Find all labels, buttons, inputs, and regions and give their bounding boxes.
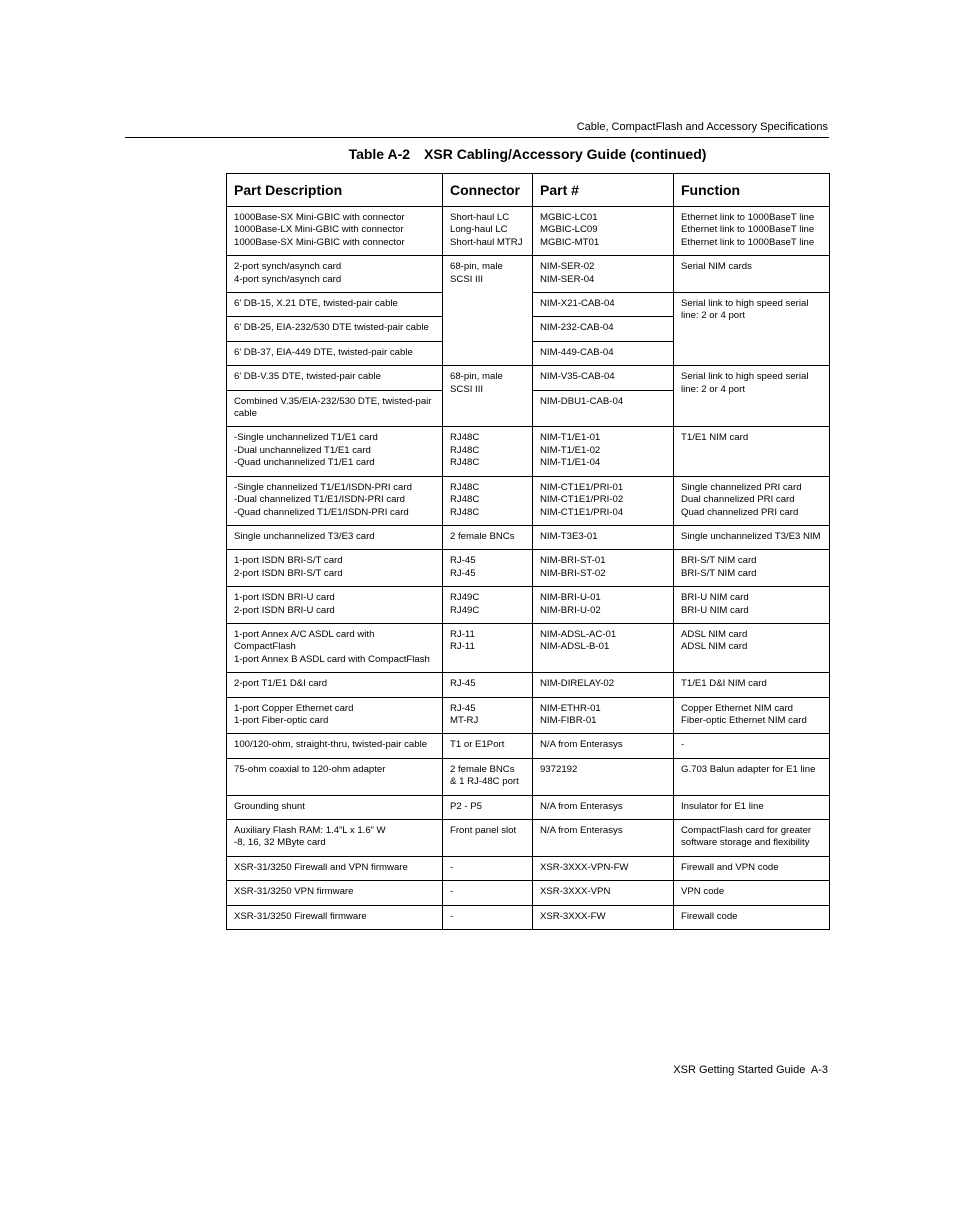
part-number-cell: NIM-T3E3-01: [533, 525, 674, 549]
function-cell: Firewall code: [674, 905, 830, 929]
table-row: [227, 734, 830, 758]
part-description-cell: Combined V.35/EIA-232/530 DTE, twisted-pair cable: [227, 390, 443, 427]
part-number-cell: NIM-CT1E1/PRI-01 NIM-CT1E1/PRI-02 NIM-CT1E1/PRI-04: [533, 476, 674, 525]
function-cell: BRI-U NIM card BRI-U NIM card: [674, 587, 830, 624]
part-number-cell: MGBIC-LC01 MGBIC-LC09 MGBIC-MT01: [533, 207, 674, 256]
table-number: Table A-2: [348, 146, 411, 162]
table-row: [227, 623, 830, 672]
function-cell: T1/E1 D&I NIM card: [674, 673, 830, 697]
connector-cell: T1 or E1Port: [443, 734, 533, 758]
part-description-cell: Auxiliary Flash RAM: 1.4”L x 1.6” W -8, 16, 32 MByte card: [227, 820, 443, 857]
part-description-cell: 2-port synch/asynch card 4-port synch/asynch card: [227, 256, 443, 293]
connector-cell: P2 - P5: [443, 795, 533, 819]
table-row: [227, 427, 830, 476]
part-description-cell: 100/120-ohm, straight-thru, twisted-pair cable: [227, 734, 443, 758]
table-row: [227, 856, 830, 880]
part-description-cell: 1-port Annex A/C ASDL card with CompactFlash 1-port Annex B ASDL card with CompactFlash: [227, 623, 443, 672]
part-description-cell: 75-ohm coaxial to 120-ohm adapter: [227, 758, 443, 795]
part-description-cell: 1-port ISDN BRI-S/T card 2-port ISDN BRI-S/T card: [227, 550, 443, 587]
part-number-cell: XSR-3XXX-VPN-FW: [533, 856, 674, 880]
table-row: [227, 366, 830, 390]
connector-cell: RJ-45 RJ-45: [443, 550, 533, 587]
function-cell: Ethernet link to 1000BaseT line Ethernet link to 1000BaseT line Ethernet link to 1000BaseT line: [674, 207, 830, 256]
part-number-cell: N/A from Enterasys: [533, 795, 674, 819]
connector-cell: 2 female BNCs: [443, 525, 533, 549]
table-header-row: [227, 174, 830, 207]
running-footer: [673, 1064, 828, 1076]
part-description-cell: -Single unchannelized T1/E1 card -Dual unchannelized T1/E1 card -Quad unchannelized T1/E1 card: [227, 427, 443, 476]
part-number-cell: XSR-3XXX-FW: [533, 905, 674, 929]
table-title: [226, 146, 829, 162]
column-header-part-number: Part #: [533, 174, 674, 207]
function-cell: Serial link to high speed serial line: 2 or 4 port: [674, 366, 830, 427]
part-description-cell: 2-port T1/E1 D&I card: [227, 673, 443, 697]
part-number-cell: NIM-T1/E1-01 NIM-T1/E1-02 NIM-T1/E1-04: [533, 427, 674, 476]
part-description-cell: Single unchannelized T3/E3 card: [227, 525, 443, 549]
connector-cell: 2 female BNCs & 1 RJ-48C port: [443, 758, 533, 795]
table-row: [227, 673, 830, 697]
part-number-cell: 9372192: [533, 758, 674, 795]
function-cell: Single unchannelized T3/E3 NIM: [674, 525, 830, 549]
part-description-cell: 6’ DB-15, X.21 DTE, twisted-pair cable: [227, 293, 443, 317]
function-cell: -: [674, 734, 830, 758]
table-row: [227, 905, 830, 929]
part-number-cell: NIM-X21-CAB-04: [533, 293, 674, 317]
part-number-cell: NIM-232-CAB-04: [533, 317, 674, 341]
part-description-cell: 6’ DB-V.35 DTE, twisted-pair cable: [227, 366, 443, 390]
connector-cell: Short-haul LC Long-haul LC Short-haul MTRJ: [443, 207, 533, 256]
part-number-cell: N/A from Enterasys: [533, 820, 674, 857]
column-header-connector: Connector: [443, 174, 533, 207]
footer-guide-name: XSR Getting Started Guide: [673, 1064, 806, 1076]
table-row: [227, 256, 830, 293]
table-row: [227, 207, 830, 256]
connector-cell: RJ48C RJ48C RJ48C: [443, 476, 533, 525]
part-description-cell: 6’ DB-37, EIA-449 DTE, twisted-pair cable: [227, 341, 443, 365]
table-row: [227, 525, 830, 549]
function-cell: Serial link to high speed serial line: 2 or 4 port: [674, 293, 830, 366]
part-description-cell: 6’ DB-25, EIA-232/530 DTE twisted-pair cable: [227, 317, 443, 341]
part-number-cell: NIM-449-CAB-04: [533, 341, 674, 365]
connector-cell: 68-pin, male SCSI III: [443, 366, 533, 427]
function-cell: ADSL NIM card ADSL NIM card: [674, 623, 830, 672]
header-rule: [125, 137, 829, 138]
table-row: [227, 795, 830, 819]
function-cell: Single channelized PRI card Dual channelized PRI card Quad channelized PRI card: [674, 476, 830, 525]
table-row: [227, 820, 830, 857]
function-cell: Firewall and VPN code: [674, 856, 830, 880]
part-number-cell: NIM-DBU1-CAB-04: [533, 390, 674, 427]
connector-cell: -: [443, 881, 533, 905]
part-number-cell: NIM-V35-CAB-04: [533, 366, 674, 390]
part-number-cell: NIM-BRI-U-01 NIM-BRI-U-02: [533, 587, 674, 624]
connector-cell: RJ49C RJ49C: [443, 587, 533, 624]
connector-cell: -: [443, 905, 533, 929]
part-number-cell: XSR-3XXX-VPN: [533, 881, 674, 905]
function-cell: CompactFlash card for greater software storage and flexibility: [674, 820, 830, 857]
function-cell: BRI-S/T NIM card BRI-S/T NIM card: [674, 550, 830, 587]
part-description-cell: XSR-31/3250 Firewall firmware: [227, 905, 443, 929]
column-header-function: Function: [674, 174, 830, 207]
connector-cell: RJ-45 MT-RJ: [443, 697, 533, 734]
part-description-cell: 1000Base-SX Mini-GBIC with connector 1000Base-LX Mini-GBIC with connector 1000Base-SX Mini-GBIC with connector: [227, 207, 443, 256]
table-row: [227, 587, 830, 624]
part-number-cell: NIM-ETHR-01 NIM-FIBR-01: [533, 697, 674, 734]
part-description-cell: 1-port Copper Ethernet card 1-port Fiber-optic card: [227, 697, 443, 734]
footer-page-number: A-3: [810, 1064, 828, 1076]
part-description-cell: 1-port ISDN BRI-U card 2-port ISDN BRI-U card: [227, 587, 443, 624]
connector-cell: Front panel slot: [443, 820, 533, 857]
part-number-cell: N/A from Enterasys: [533, 734, 674, 758]
function-cell: G.703 Balun adapter for E1 line: [674, 758, 830, 795]
table-row: [227, 550, 830, 587]
part-number-cell: NIM-DIRELAY-02: [533, 673, 674, 697]
function-cell: Copper Ethernet NIM card Fiber-optic Ethernet NIM card: [674, 697, 830, 734]
part-number-cell: NIM-SER-02 NIM-SER-04: [533, 256, 674, 293]
connector-cell: RJ-45: [443, 673, 533, 697]
connector-cell: 68-pin, male SCSI III: [443, 256, 533, 366]
table-row: [227, 697, 830, 734]
part-number-cell: NIM-ADSL-AC-01 NIM-ADSL-B-01: [533, 623, 674, 672]
function-cell: T1/E1 NIM card: [674, 427, 830, 476]
connector-cell: RJ-11 RJ-11: [443, 623, 533, 672]
connector-cell: -: [443, 856, 533, 880]
table-row: [227, 476, 830, 525]
table-row: [227, 758, 830, 795]
column-header-part-description: Part Description: [227, 174, 443, 207]
table-row: [227, 881, 830, 905]
table-caption: XSR Cabling/Accessory Guide (continued): [424, 146, 707, 162]
cabling-accessory-table: [226, 173, 830, 930]
function-cell: VPN code: [674, 881, 830, 905]
connector-cell: RJ48C RJ48C RJ48C: [443, 427, 533, 476]
part-description-cell: XSR-31/3250 Firewall and VPN firmware: [227, 856, 443, 880]
running-header: Cable, CompactFlash and Accessory Specifications: [576, 121, 828, 133]
function-cell: Serial NIM cards: [674, 256, 830, 293]
part-number-cell: NIM-BRI-ST-01 NIM-BRI-ST-02: [533, 550, 674, 587]
part-description-cell: XSR-31/3250 VPN firmware: [227, 881, 443, 905]
function-cell: Insulator for E1 line: [674, 795, 830, 819]
part-description-cell: -Single channelized T1/E1/ISDN-PRI card -Dual channelized T1/E1/ISDN-PRI card -Quad channelized T1/E1/ISDN-PRI card: [227, 476, 443, 525]
part-description-cell: Grounding shunt: [227, 795, 443, 819]
